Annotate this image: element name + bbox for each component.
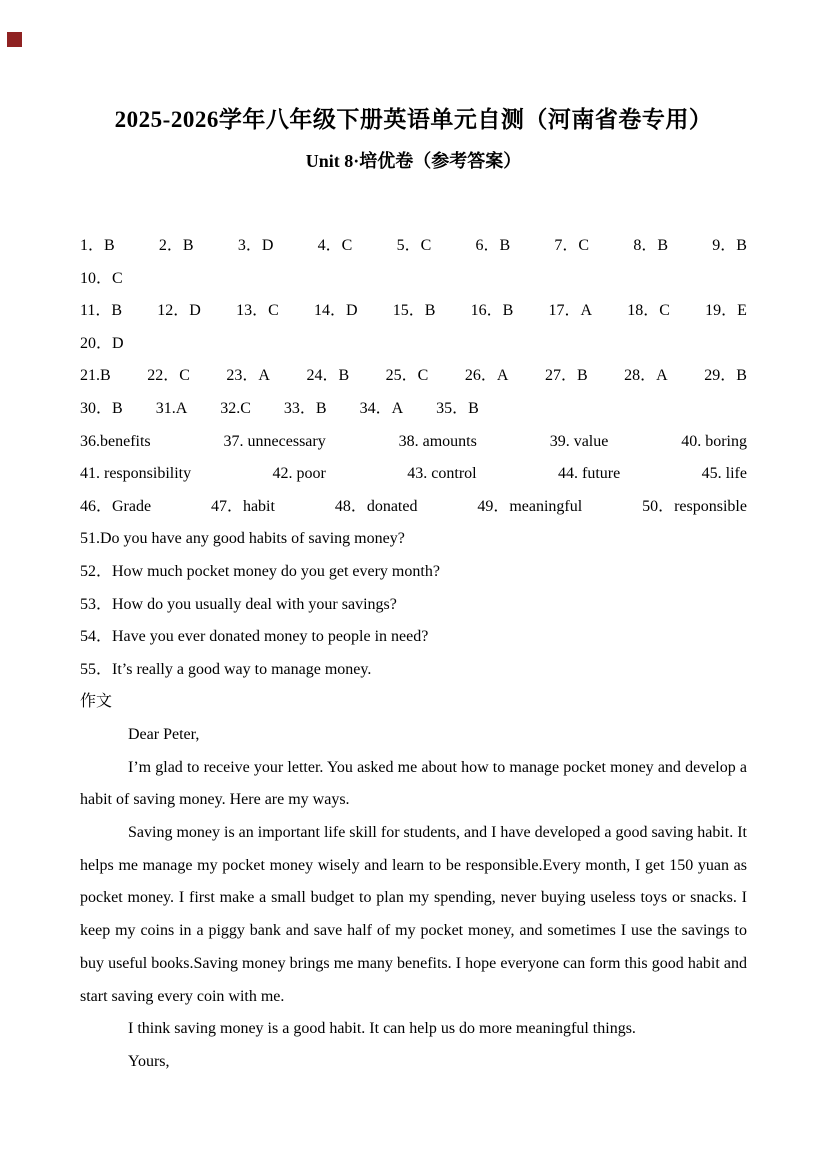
answer-item: 39. value (549, 432, 609, 450)
answer-item: 46．Grade (80, 497, 152, 515)
answer-row-46-50 (80, 491, 747, 524)
answer-item: 2．B (158, 237, 194, 254)
answer-item: 17．A (548, 302, 593, 320)
essay-salutation: Dear Peter, (128, 725, 200, 743)
answer-sentence-54: 54．Have you ever donated money to people in need? (80, 628, 429, 646)
answer-item: 5．C (396, 237, 432, 254)
answer-item: 33．B (283, 399, 327, 417)
answer-item: 40. boring (681, 432, 747, 450)
answer-sentence-51: 51.Do you have any good habits of saving money? (80, 530, 405, 548)
answer-item: 32.C (220, 399, 251, 417)
answer-item: 19．E (705, 302, 747, 320)
answer-item: 42. poor (272, 465, 326, 483)
answer-item: 1．B (80, 237, 115, 254)
answer-item: 24．B (306, 367, 350, 385)
answer-item: 9．B (712, 237, 747, 254)
answer-item: 35．B (436, 399, 479, 417)
essay-paragraph-body: Saving money is an important life skill for students, and I have developed a good saving habit. It helps me manage my pocket money wisely and learn to be responsible.Every month, I get 150 yuan as pocket money. I first make a small budget to plan my spending, never buying useless toys or snacks. I keep my coins in a piggy bank and save half of my pocket money, and sometimes I use the savings to buy useful books.Saving money brings me many benefits. I hope everyone can form this good habit and start saving every coin with me. (80, 824, 747, 1005)
answer-item: 30．B (80, 399, 123, 417)
essay-closing: Yours, (128, 1052, 170, 1070)
answer-row-10: 10．C (80, 269, 123, 287)
essay-section-label: 作文 (80, 693, 113, 711)
answer-item: 25．C (385, 367, 429, 385)
answer-item: 13．C (236, 302, 279, 320)
answer-item: 50．responsible (642, 497, 747, 515)
corner-marker (7, 32, 22, 47)
answer-row-30-35 (80, 393, 747, 426)
answer-row-1-9 (80, 230, 747, 263)
answer-item: 49．meaningful (477, 497, 583, 515)
answer-item: 47．habit (210, 497, 275, 515)
answer-row-21-29 (80, 360, 747, 393)
answer-sentence-55: 55．It’s really a good way to manage money. (80, 660, 372, 678)
answer-item: 18．C (627, 302, 670, 320)
answer-row-41-45 (80, 458, 747, 491)
answer-item: 15．B (392, 302, 436, 320)
answer-key (80, 230, 747, 686)
answer-item: 28．A (624, 367, 668, 385)
answer-item: 12．D (157, 302, 201, 320)
page-title: 2025-2026学年八年级下册英语单元自测（河南省卷专用） (114, 107, 713, 132)
answer-item: 37. unnecessary (223, 432, 326, 450)
answer-item: 34．A (359, 399, 404, 417)
answer-item: 26．A (464, 367, 509, 385)
answer-sentence-53: 53．How do you usually deal with your savings? (80, 595, 397, 613)
answer-item: 43. control (407, 465, 477, 483)
answer-item: 22．C (147, 367, 190, 385)
answer-row-36-40 (80, 426, 747, 459)
answer-item: 44. future (558, 465, 621, 483)
answer-item: 8．B (633, 237, 669, 254)
answer-item: 38. amounts (398, 432, 477, 450)
essay-section (80, 686, 747, 1078)
answer-item: 11．B (80, 302, 123, 320)
answer-item: 45. life (701, 465, 747, 483)
answer-item: 31.A (155, 399, 188, 417)
answer-item: 41. responsibility (80, 465, 192, 483)
answer-item: 4．C (317, 237, 353, 254)
answer-item: 14．D (313, 302, 358, 320)
answer-item: 7．C (554, 237, 590, 254)
answer-sentence-52: 52．How much pocket money do you get every month? (80, 562, 440, 580)
answer-row-20: 20．D (80, 334, 124, 352)
answer-item: 29．B (704, 367, 747, 385)
answer-item: 3．D (237, 237, 274, 254)
answer-item: 36.benefits (80, 432, 151, 450)
answer-row-11-19 (80, 295, 747, 328)
answer-item: 16．B (470, 302, 514, 320)
essay-paragraph-conclusion: I think saving money is a good habit. It can help us do more meaningful things. (128, 1020, 636, 1038)
answer-item: 23．A (226, 367, 270, 385)
page-subtitle: Unit 8·培优卷（参考答案） (305, 151, 522, 171)
essay-paragraph-intro: I’m glad to receive your letter. You asked me about how to manage pocket money and develop a habit of saving money. Here are my ways. (80, 758, 747, 809)
answer-item: 27．B (544, 367, 588, 385)
answer-item: 21.B (80, 367, 111, 385)
answer-item: 6．B (475, 237, 511, 254)
answer-item: 48．donated (334, 497, 418, 515)
